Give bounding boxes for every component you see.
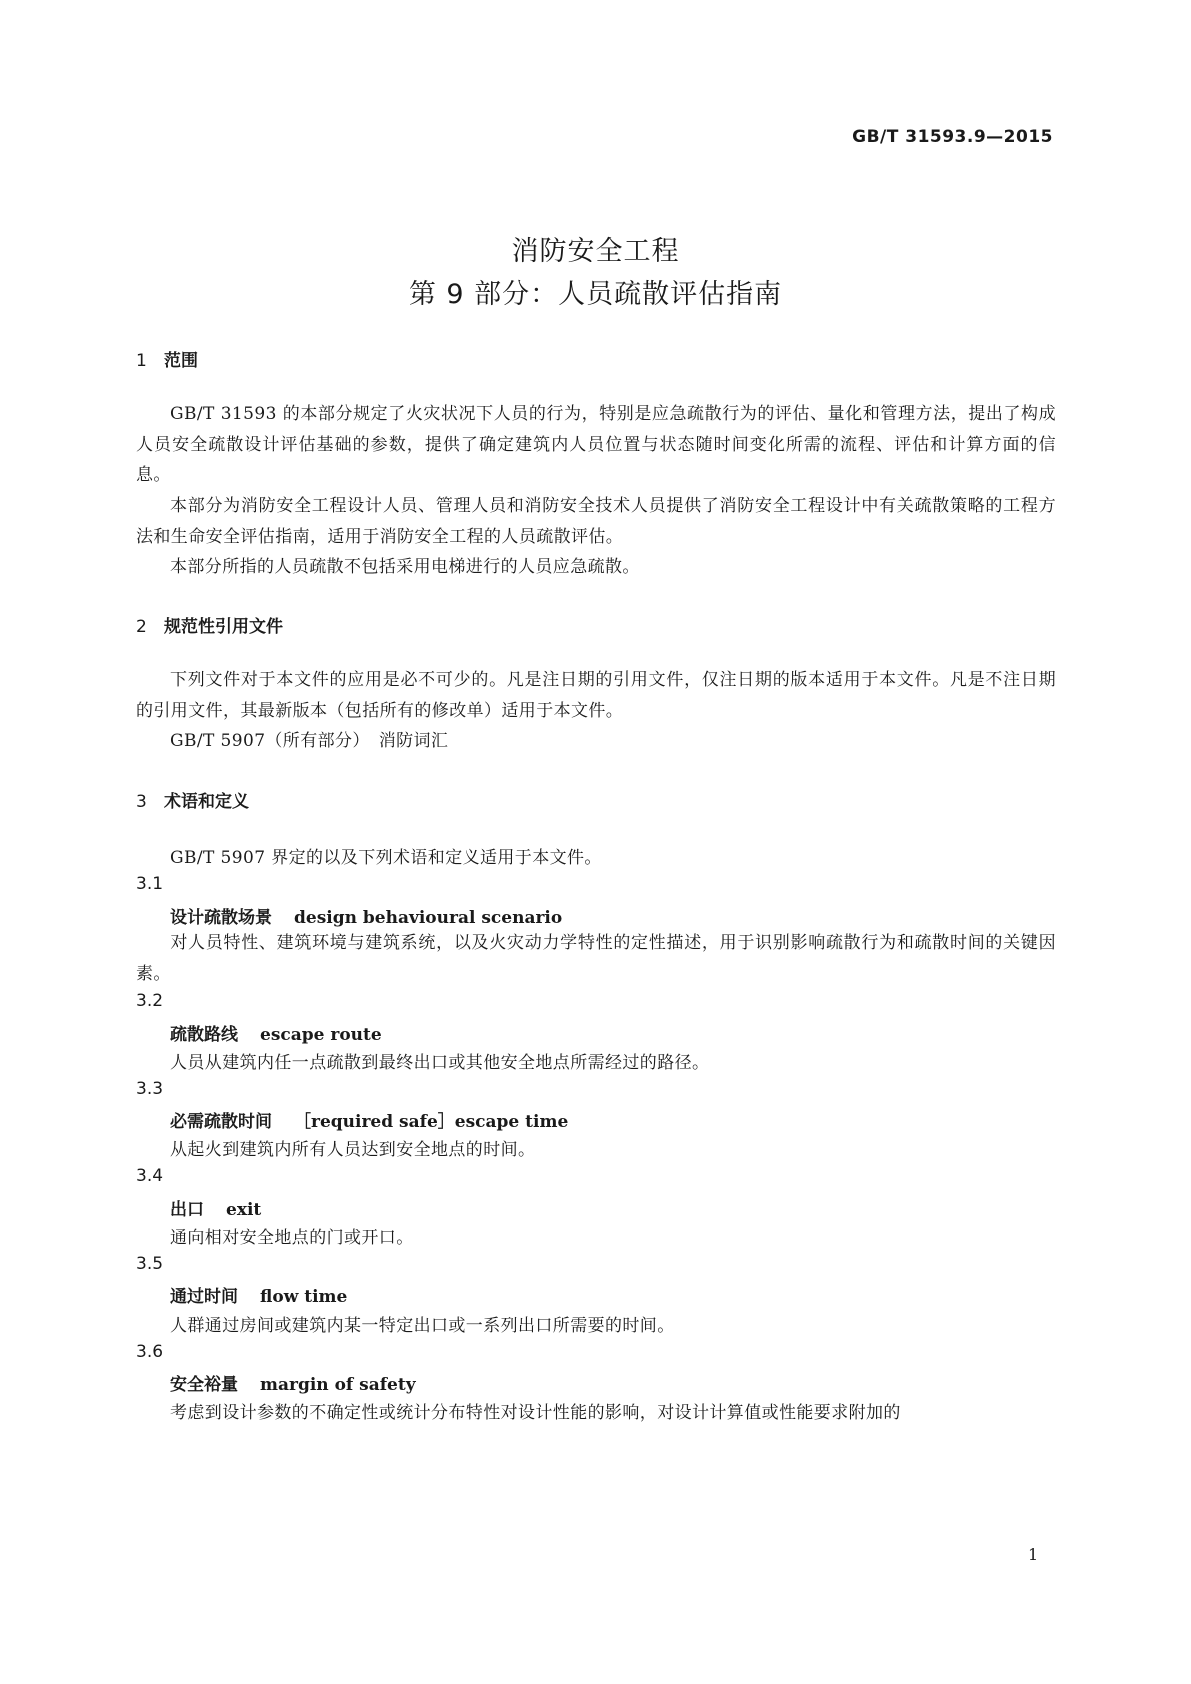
section-1-paragraph: 本部分所指的人员疏散不包括采用电梯进行的人员应急疏散。 bbox=[170, 557, 640, 577]
term-definition: 从起火到建筑内所有人员达到安全地点的时间。 bbox=[170, 1140, 536, 1160]
term-english: escape route bbox=[260, 1025, 382, 1045]
term-number: 3.1 bbox=[136, 874, 164, 894]
term-heading bbox=[170, 1020, 382, 1045]
section-title: 规范性引用文件 bbox=[164, 617, 283, 637]
section-number: 3 bbox=[136, 792, 147, 812]
term-chinese: 通过时间 bbox=[170, 1287, 238, 1307]
term-english: exit bbox=[226, 1200, 262, 1220]
term-number: 3.6 bbox=[136, 1342, 164, 1362]
term-english: flow time bbox=[260, 1287, 348, 1307]
term-definition: 通向相对安全地点的门或开口。 bbox=[170, 1228, 414, 1248]
term-chinese: 设计疏散场景 bbox=[170, 908, 272, 928]
section-1-paragraph: GB/T 31593 的本部分规定了火灾状况下人员的行为，特别是应急疏散行为的评估、量化和管理方法，提出了构成人员安全疏散设计评估基础的参数，提供了确定建筑内人员位置与状态随时间变化所需的流程、评估和计算方面的信息。 bbox=[136, 404, 1056, 485]
term-definition: 考虑到设计参数的不确定性或统计分布特性对设计性能的影响，对设计计算值或性能要求附加的 bbox=[170, 1403, 901, 1423]
normative-reference: GB/T 5907（所有部分） 消防词汇 bbox=[170, 731, 449, 751]
term-definition-text: 对人员特性、建筑环境与建筑系统，以及火灾动力学特性的定性描述，用于识别影响疏散行为和疏散时间的关键因素。 bbox=[136, 933, 1056, 984]
term-definition: 人群通过房间或建筑内某一特定出口或一系列出口所需要的时间。 bbox=[170, 1316, 675, 1336]
term-heading bbox=[170, 903, 562, 928]
page-number: 1 bbox=[1028, 1545, 1039, 1564]
standard-number: GB/T 31593.9—2015 bbox=[852, 127, 1053, 147]
term-number: 3.5 bbox=[136, 1254, 164, 1274]
section-title: 术语和定义 bbox=[164, 792, 249, 812]
term-chinese: 安全裕量 bbox=[170, 1375, 238, 1395]
term-chinese: 必需疏散时间 bbox=[170, 1112, 272, 1132]
term-number: 3.4 bbox=[136, 1166, 164, 1186]
section-2-heading bbox=[136, 612, 283, 637]
term-chinese: 疏散路线 bbox=[170, 1025, 238, 1045]
term-heading bbox=[170, 1195, 261, 1220]
section-title: 范围 bbox=[164, 351, 198, 371]
term-heading bbox=[170, 1370, 416, 1395]
term-english: margin of safety bbox=[260, 1375, 416, 1395]
term-number: 3.2 bbox=[136, 991, 164, 1011]
section-1-paragraph: 本部分为消防安全工程设计人员、管理人员和消防安全技术人员提供了消防安全工程设计中有关疏散策略的工程方法和生命安全评估指南，适用于消防安全工程的人员疏散评估。 bbox=[136, 496, 1056, 547]
term-number: 3.3 bbox=[136, 1079, 164, 1099]
term-english: ［required safe］escape time bbox=[294, 1112, 569, 1132]
section-number: 2 bbox=[136, 617, 147, 637]
section-number: 1 bbox=[136, 351, 147, 371]
section-1-heading bbox=[136, 346, 198, 371]
term-heading bbox=[170, 1107, 568, 1132]
term-chinese: 出口 bbox=[170, 1200, 204, 1220]
term-definition: 人员从建筑内任一点疏散到最终出口或其他安全地点所需经过的路径。 bbox=[170, 1053, 710, 1073]
document-title-line2: 第 9 部分：人员疏散评估指南 bbox=[408, 279, 783, 310]
term-definition bbox=[136, 928, 1056, 989]
section-3-intro: GB/T 5907 界定的以及下列术语和定义适用于本文件。 bbox=[170, 848, 602, 868]
document-title-line1: 消防安全工程 bbox=[511, 236, 680, 267]
section-3-heading bbox=[136, 787, 249, 812]
section-2-paragraph: 下列文件对于本文件的应用是必不可少的。凡是注日期的引用文件，仅注日期的版本适用于本文件。凡是不注日期的引用文件，其最新版本（包括所有的修改单）适用于本文件。 bbox=[136, 670, 1056, 721]
term-english: design behavioural scenario bbox=[294, 908, 563, 928]
term-heading bbox=[170, 1282, 347, 1307]
